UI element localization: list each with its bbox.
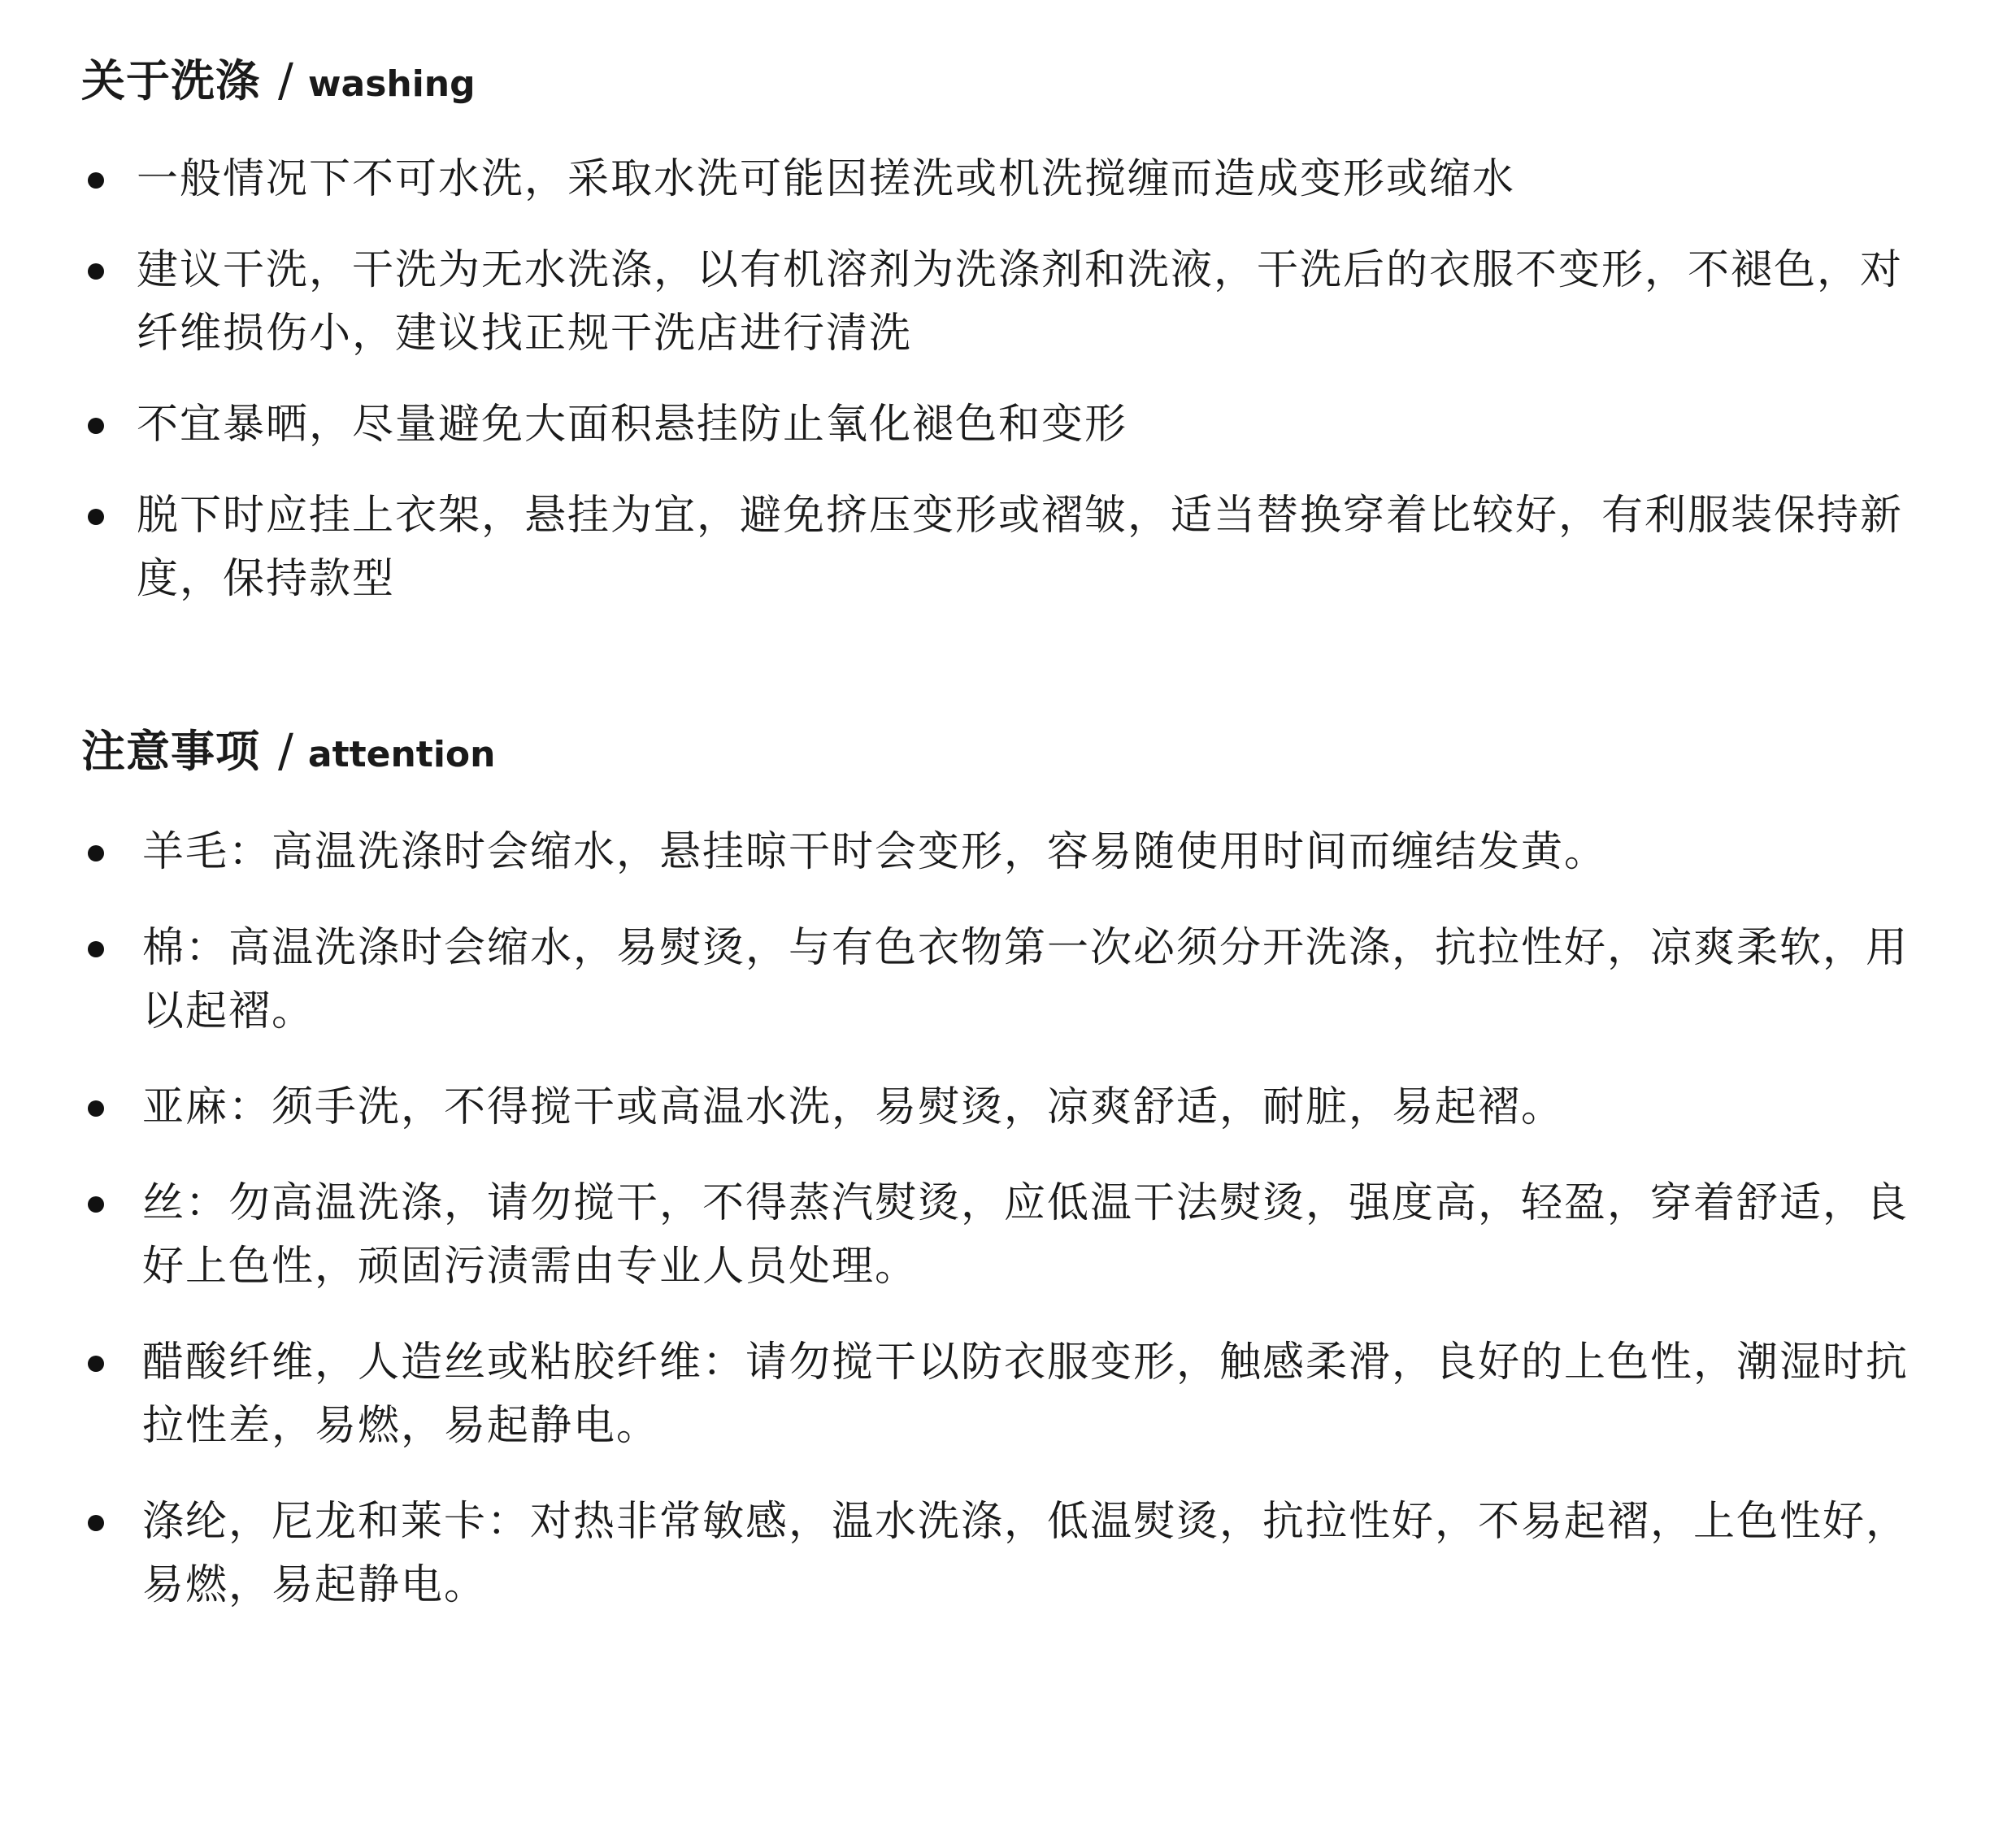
- attention-section: [81, 719, 1918, 1650]
- washing-list-item: [81, 239, 1918, 366]
- bullet-icon: [88, 1515, 104, 1531]
- attention-list-item: [81, 1491, 1918, 1617]
- washing-item-text: 不宜暴晒，尽量避免大面积悬挂防止氧化褪色和变形: [137, 401, 1128, 449]
- washing-heading-cn: 关于洗涤: [81, 55, 260, 106]
- washing-list-item: [81, 484, 1918, 611]
- attention-heading: [81, 719, 1918, 784]
- bullet-icon: [88, 263, 104, 280]
- bullet-icon: [88, 509, 104, 525]
- washing-list-item: [81, 393, 1918, 457]
- bullet-icon: [88, 1100, 104, 1117]
- attention-list-item: [81, 1076, 1918, 1139]
- attention-list-item: [81, 1172, 1918, 1299]
- bullet-icon: [88, 845, 104, 861]
- bullet-icon: [88, 418, 104, 434]
- attention-heading-cn: 注意事项: [81, 726, 260, 777]
- washing-section: [81, 49, 1918, 639]
- bullet-icon: [88, 172, 104, 189]
- washing-item-text: 建议干洗，干洗为无水洗涤，以有机溶剂为洗涤剂和洗液，干洗后的衣服不变形，不褪色，对纤维损伤小，建议找正规干洗店进行清洗: [137, 246, 1904, 358]
- washing-item-text: 脱下时应挂上衣架，悬挂为宜，避免挤压变形或褶皱，适当替换穿着比较好，有利服装保持新度，保持款型: [137, 492, 1904, 603]
- washing-heading-separator: /: [278, 54, 293, 107]
- washing-list: [81, 148, 1918, 611]
- bullet-icon: [88, 1356, 104, 1372]
- attention-heading-en: attention: [307, 734, 496, 775]
- attention-list-item: [81, 917, 1918, 1044]
- attention-item-text: 羊毛：高温洗涤时会缩水，悬挂晾干时会变形，容易随使用时间而缠结发黄。: [142, 828, 1608, 876]
- attention-item-text: 丝：勿高温洗涤，请勿搅干，不得蒸汽熨烫，应低温干法熨烫，强度高，轻盈，穿着舒适，良好上色性，顽固污渍需由专业人员处理。: [142, 1179, 1910, 1291]
- attention-list: [81, 821, 1918, 1617]
- attention-item-text: 棉：高温洗涤时会缩水，易熨烫，与有色衣物第一次必须分开洗涤，抗拉性好，凉爽柔软，用以起褶。: [142, 924, 1910, 1035]
- washing-item-text: 一般情况下不可水洗，采取水洗可能因搓洗或机洗搅缠而造成变形或缩水: [137, 155, 1516, 203]
- washing-heading-en: washing: [307, 63, 476, 105]
- attention-list-item: [81, 1331, 1918, 1458]
- bullet-icon: [88, 1196, 104, 1213]
- attention-item-text: 涤纶，尼龙和莱卡：对热非常敏感，温水洗涤，低温熨烫，抗拉性好，不易起褶，上色性好，易燃，易起静电。: [142, 1498, 1910, 1609]
- attention-item-text: 亚麻：须手洗，不得搅干或高温水洗，易熨烫，凉爽舒适，耐脏，易起褶。: [142, 1083, 1565, 1131]
- attention-heading-separator: /: [278, 725, 293, 778]
- attention-list-item: [81, 821, 1918, 884]
- bullet-icon: [88, 941, 104, 957]
- washing-heading: [81, 49, 1918, 114]
- washing-list-item: [81, 148, 1918, 211]
- attention-item-text: 醋酸纤维，人造丝或粘胶纤维：请勿搅干以防衣服变形，触感柔滑，良好的上色性，潮湿时抗拉性差，易燃，易起静电。: [142, 1339, 1910, 1450]
